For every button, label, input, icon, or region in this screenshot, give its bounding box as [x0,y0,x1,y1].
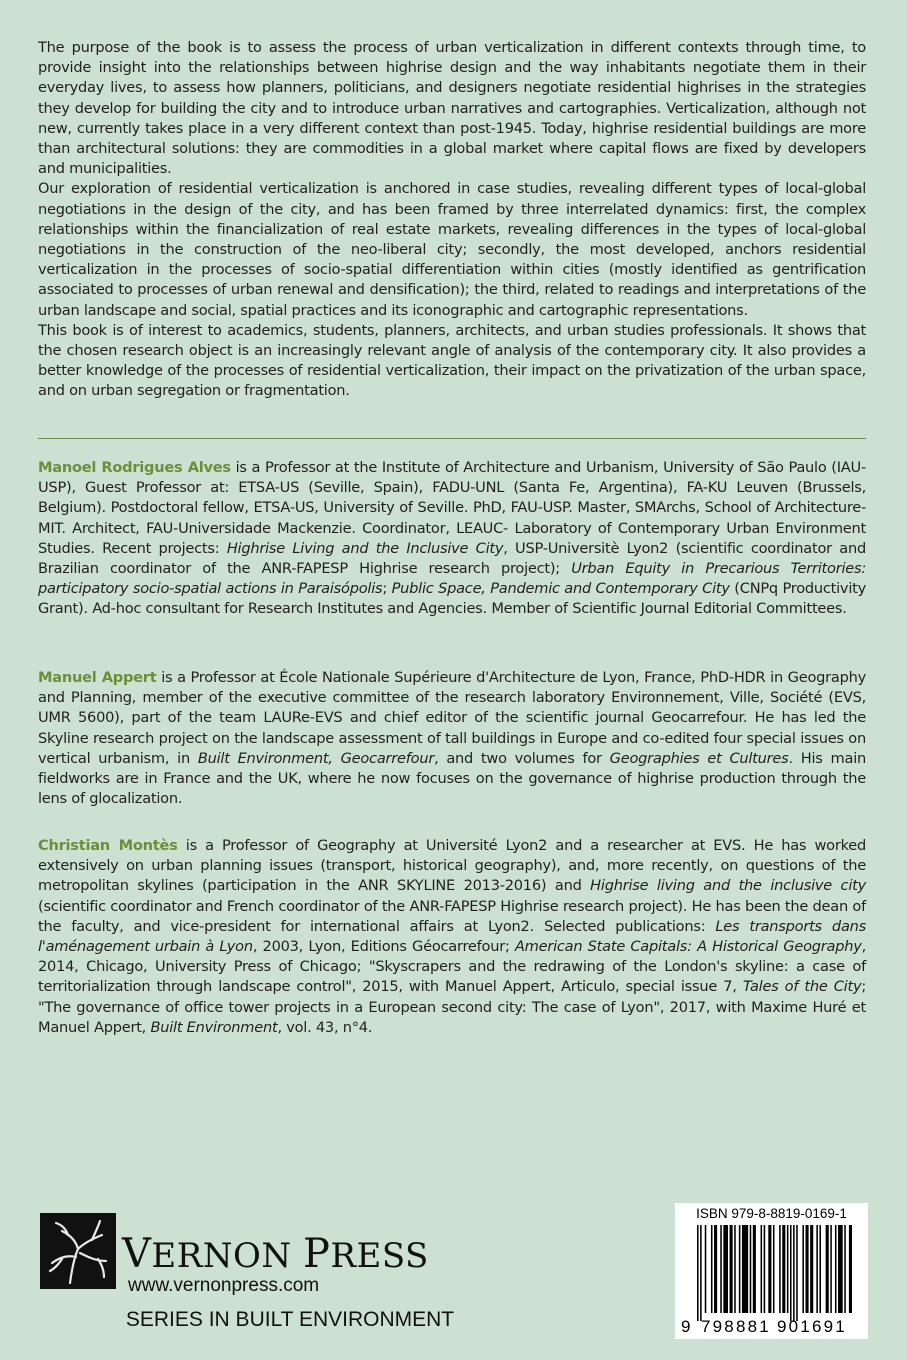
tree-logo-icon [40,1213,116,1289]
description-paragraph-3: This book is of interest to academics, students, planners, architects, and urban studies professionals. It shows that the chosen research object is an increasingly relevant angle of analysis of the contemporary city. It also provides a better knowledge of the processes of residential verticalization, their impact on the privatization of the urban space, and on urban segregation or fragmentation. [38,321,866,400]
publisher-name: VERNON PRESS [122,1231,429,1277]
barcode-bar [838,1225,843,1313]
barcode-bar [750,1225,752,1313]
section-divider [38,438,866,439]
barcode-bar [734,1225,736,1313]
barcode-bar [782,1225,785,1313]
isbn-barcode: ISBN 979-8-8819-0169-1 9 798881 901691 [675,1203,868,1339]
author-name: Christian Montès [38,837,178,854]
barcode-bar [761,1225,763,1313]
barcode-bar [768,1225,771,1313]
publisher-url[interactable]: www.vernonpress.com [128,1275,320,1296]
barcode-bar [810,1225,813,1313]
barcode-bar [697,1225,699,1321]
barcode-bar [720,1225,722,1313]
barcode-bar [779,1225,781,1313]
barcode-bar [830,1225,832,1313]
barcode-bar [739,1225,741,1313]
barcode-bar [723,1225,728,1313]
barcode-bar [730,1225,733,1313]
author-name: Manuel Appert [38,669,157,686]
barcode-bar [787,1225,789,1313]
barcode-bar [700,1225,702,1321]
author-bio-alves: Manoel Rodrigues Alves is a Professor at the Institute of Architecture and Urbanism, University of São Paulo (IAU-USP), Guest Professor at: ETSA-US (Seville, Spain), FADU-UNL (Santa Fe, Argentina), FA-KU Leuven (Brussels, Belgium). Postdoctoral fellow, ETSA-US, University of Seville. PhD, FAU-USP. Master, SMArchs, School of Architecture-MIT. Architect, FAU-Universidade Mackenzie. Coordinator, LEAUC- Laboratory of Contemporary Urban Environment Studies. Recent projects: Highrise Living and the Inclusive City, USP-Universitè Lyon2 (scientific coordinator and Brazilian coordinator of the ANR-FAPESP Highrise research project); Urban Equity in Precarious Territories: participatory socio-spatial actions in Paraisópolis; Public Space, Pandemic and Contemporary City (CNPq Productivity Grant). Ad-hoc consultant for Research Institutes and Agencies. Member of Scientific Journal Editorial Committees. [38,459,867,618]
barcode-bar [844,1225,846,1313]
description-paragraph-2: Our exploration of residential verticalization is anchored in case studies, revealing different types of local-global negotiations in the design of the city, and has been framed by three interrelated dynamics: first, the complex relationships within the financialization of real estate markets, revealing differences in the types of local-global negotiations in the construction of the neo-liberal city; secondly, the most developed, anchors residential verticalization in the processes of socio-spatial differentiation within cities (mostly identified as gentrification associated to processes of urban renewal and densification); the third, related to readings and interpretations of the urban landscape and social, spatial practices and its iconographic and cartographic representations. [38,180,866,319]
barcode-bar [796,1225,798,1321]
barcode-bar [819,1225,821,1313]
barcode-bar [806,1225,809,1313]
isbn-label: ISBN 979-8-8819-0169-1 [696,1206,847,1221]
author-bio-appert: Manuel Appert is a Professor at École Nationale Supérieure d'Architecture de Lyon, France, PhD-HDR in Geography and Planning, member of the executive committee of the research laboratory Environnement, Ville, Société (EVS, UMR 5600), part of the team LAURe-EVS and chief editor of the scientific journal Geocarrefour. He has led the Skyline research project on the landscape assessment of tall buildings in Europe and co-edited four special issues on vertical urbanism, in Built Environment, Geocarrefour, and two volumes for Geographies et Cultures. His main fieldworks are in France and the UK, where he now focuses on the governance of highrise production through the lens of glocalization. [38,669,867,808]
barcode-bar [826,1225,829,1313]
barcode-icon [693,1225,853,1321]
barcode-bar [835,1225,837,1313]
book-description [38,38,866,402]
barcode-bar [714,1225,717,1313]
barcode-bar [753,1225,756,1313]
description-paragraph-1: The purpose of the book is to assess the process of urban verticalization in different contexts through time, to provide insight into the relationships between highrise design and the way inhabitants negotiate them in their everyday lives, to assess how planners, politicians, and designers negotiate residential highrises in the strategies they develop for building the city and to introduce urban narratives and cartographies. Verticalization, although not new, currently takes place in a very different context than post-1945. Today, highrise residential buildings are more than architectural solutions: they are commodities in a global market where capital flows are fixed by developers and municipalities. [38,39,866,178]
barcode-bar [705,1225,707,1313]
series-title: SERIES IN BUILT ENVIRONMENT [125,1308,455,1331]
barcode-bar [802,1225,804,1313]
barcode-bar [742,1225,748,1313]
barcode-bar [816,1225,818,1313]
barcode-bar [849,1225,852,1313]
barcode-bar [773,1225,775,1313]
author-name: Manoel Rodrigues Alves [38,459,231,476]
barcode-bar [790,1225,792,1321]
barcode-bar [711,1225,713,1313]
barcode-bar [764,1225,766,1313]
author-bio-montes: Christian Montès is a Professor of Geography at Université Lyon2 and a researcher at EVS. He has worked extensively on urban planning issues (transport, historical geography), and, more recently, on questions of the metropolitan skylines (participation in the ANR SKYLINE 2013-2016) and Highrise living and the inclusive city (scientific coordinator and French coordinator of the ANR-FAPESP Highrise research project). He has been the dean of the faculty, and vice-president for international affairs at Lyon2. Selected publications: Les transports dans l'aménagement urbain à Lyon, 2003, Lyon, Editions Géocarrefour; American State Capitals: A Historical Geography, 2014, Chicago, University Press of Chicago; "Skyscrapers and the redrawing of the London's skyline: a case of territorialization through landscape control", 2015, with Manuel Appert, Articulo, special issue 7, Tales of the City; "The governance of office tower projects in a European second city: The case of Lyon", 2017, with Maxime Huré et Manuel Appert, Built Environment, vol. 43, n°4. [38,837,867,1036]
publisher-block [40,1213,500,1343]
barcode-bar [793,1225,795,1321]
